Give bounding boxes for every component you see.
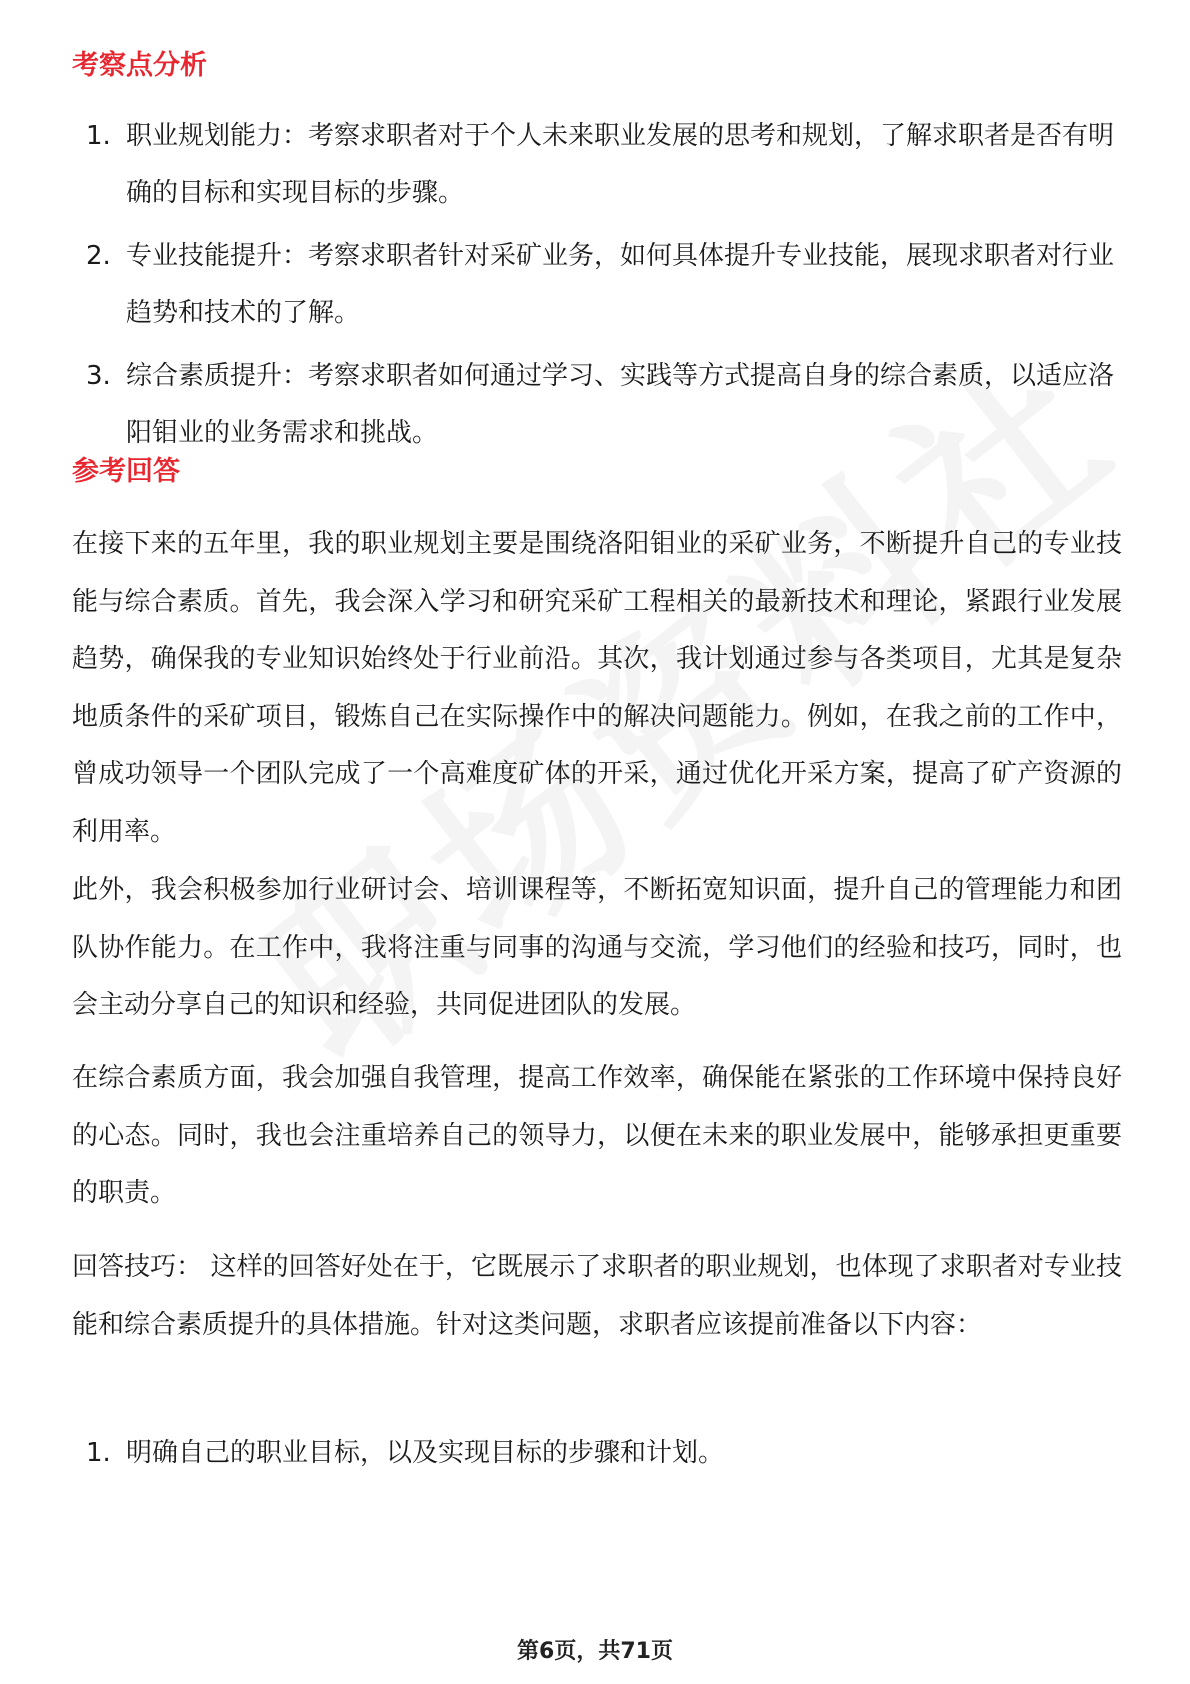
answer-paragraph: 在综合素质方面，我会加强自我管理，提高工作效率，确保能在紧张的工作环境中保持良好的心态。同时，我也会注重培养自己的领导力，以便在未来的职业发展中，能够承担更重要的职责。	[72, 1063, 1122, 1208]
list-item	[72, 348, 1122, 462]
list-text: 职业规划能力：考察求职者对于个人未来职业发展的思考和规划，了解求职者是否有明确的目标和实现目标的步骤。	[126, 121, 1115, 208]
list-item	[72, 108, 1122, 222]
list-number: 3.	[86, 361, 111, 391]
answer-paragraph: 此外，我会积极参加行业研讨会、培训课程等，不断拓宽知识面，提升自己的管理能力和团队协作能力。在工作中，我将注重与同事的沟通与交流，学习他们的经验和技巧，同时，也会主动分享自己的知识和经验，共同促进团队的发展。	[72, 875, 1122, 1020]
tips-list	[72, 1425, 1122, 1488]
list-text: 明确自己的职业目标，以及实现目标的步骤和计划。	[126, 1438, 725, 1468]
list-number: 1.	[86, 121, 111, 151]
answer-tip-paragraph: 回答技巧： 这样的回答好处在于，它既展示了求职者的职业规划，也体现了求职者对专业技能和综合素质提升的具体措施。针对这类问题，求职者应该提前准备以下内容：	[72, 1252, 1122, 1340]
list-number: 1.	[86, 1438, 111, 1468]
list-text: 综合素质提升：考察求职者如何通过学习、实践等方式提高自身的综合素质，以适应洛阳钼业的业务需求和挑战。	[126, 361, 1115, 448]
list-item	[72, 1425, 1122, 1482]
page-number: 第6页，共71页	[517, 1639, 673, 1664]
analysis-list	[72, 108, 1122, 468]
analysis-heading: 考察点分析	[72, 50, 207, 81]
answer-paragraph: 在接下来的五年里，我的职业规划主要是围绕洛阳钼业的采矿业务，不断提升自己的专业技能与综合素质。首先，我会深入学习和研究采矿工程相关的最新技术和理论，紧跟行业发展趋势，确保我的专业知识始终处于行业前沿。其次，我计划通过参与各类项目，尤其是复杂地质条件的采矿项目，锻炼自己在实际操作中的解决问题能力。例如，在我之前的工作中，曾成功领导一个团队完成了一个高难度矿体的开采，通过优化开采方案，提高了矿产资源的利用率。	[72, 529, 1122, 847]
list-text: 专业技能提升：考察求职者针对采矿业务，如何具体提升专业技能，展现求职者对行业趋势和技术的了解。	[126, 241, 1115, 328]
list-item	[72, 228, 1122, 342]
list-number: 2.	[86, 241, 111, 271]
answer-heading: 参考回答	[72, 456, 180, 487]
